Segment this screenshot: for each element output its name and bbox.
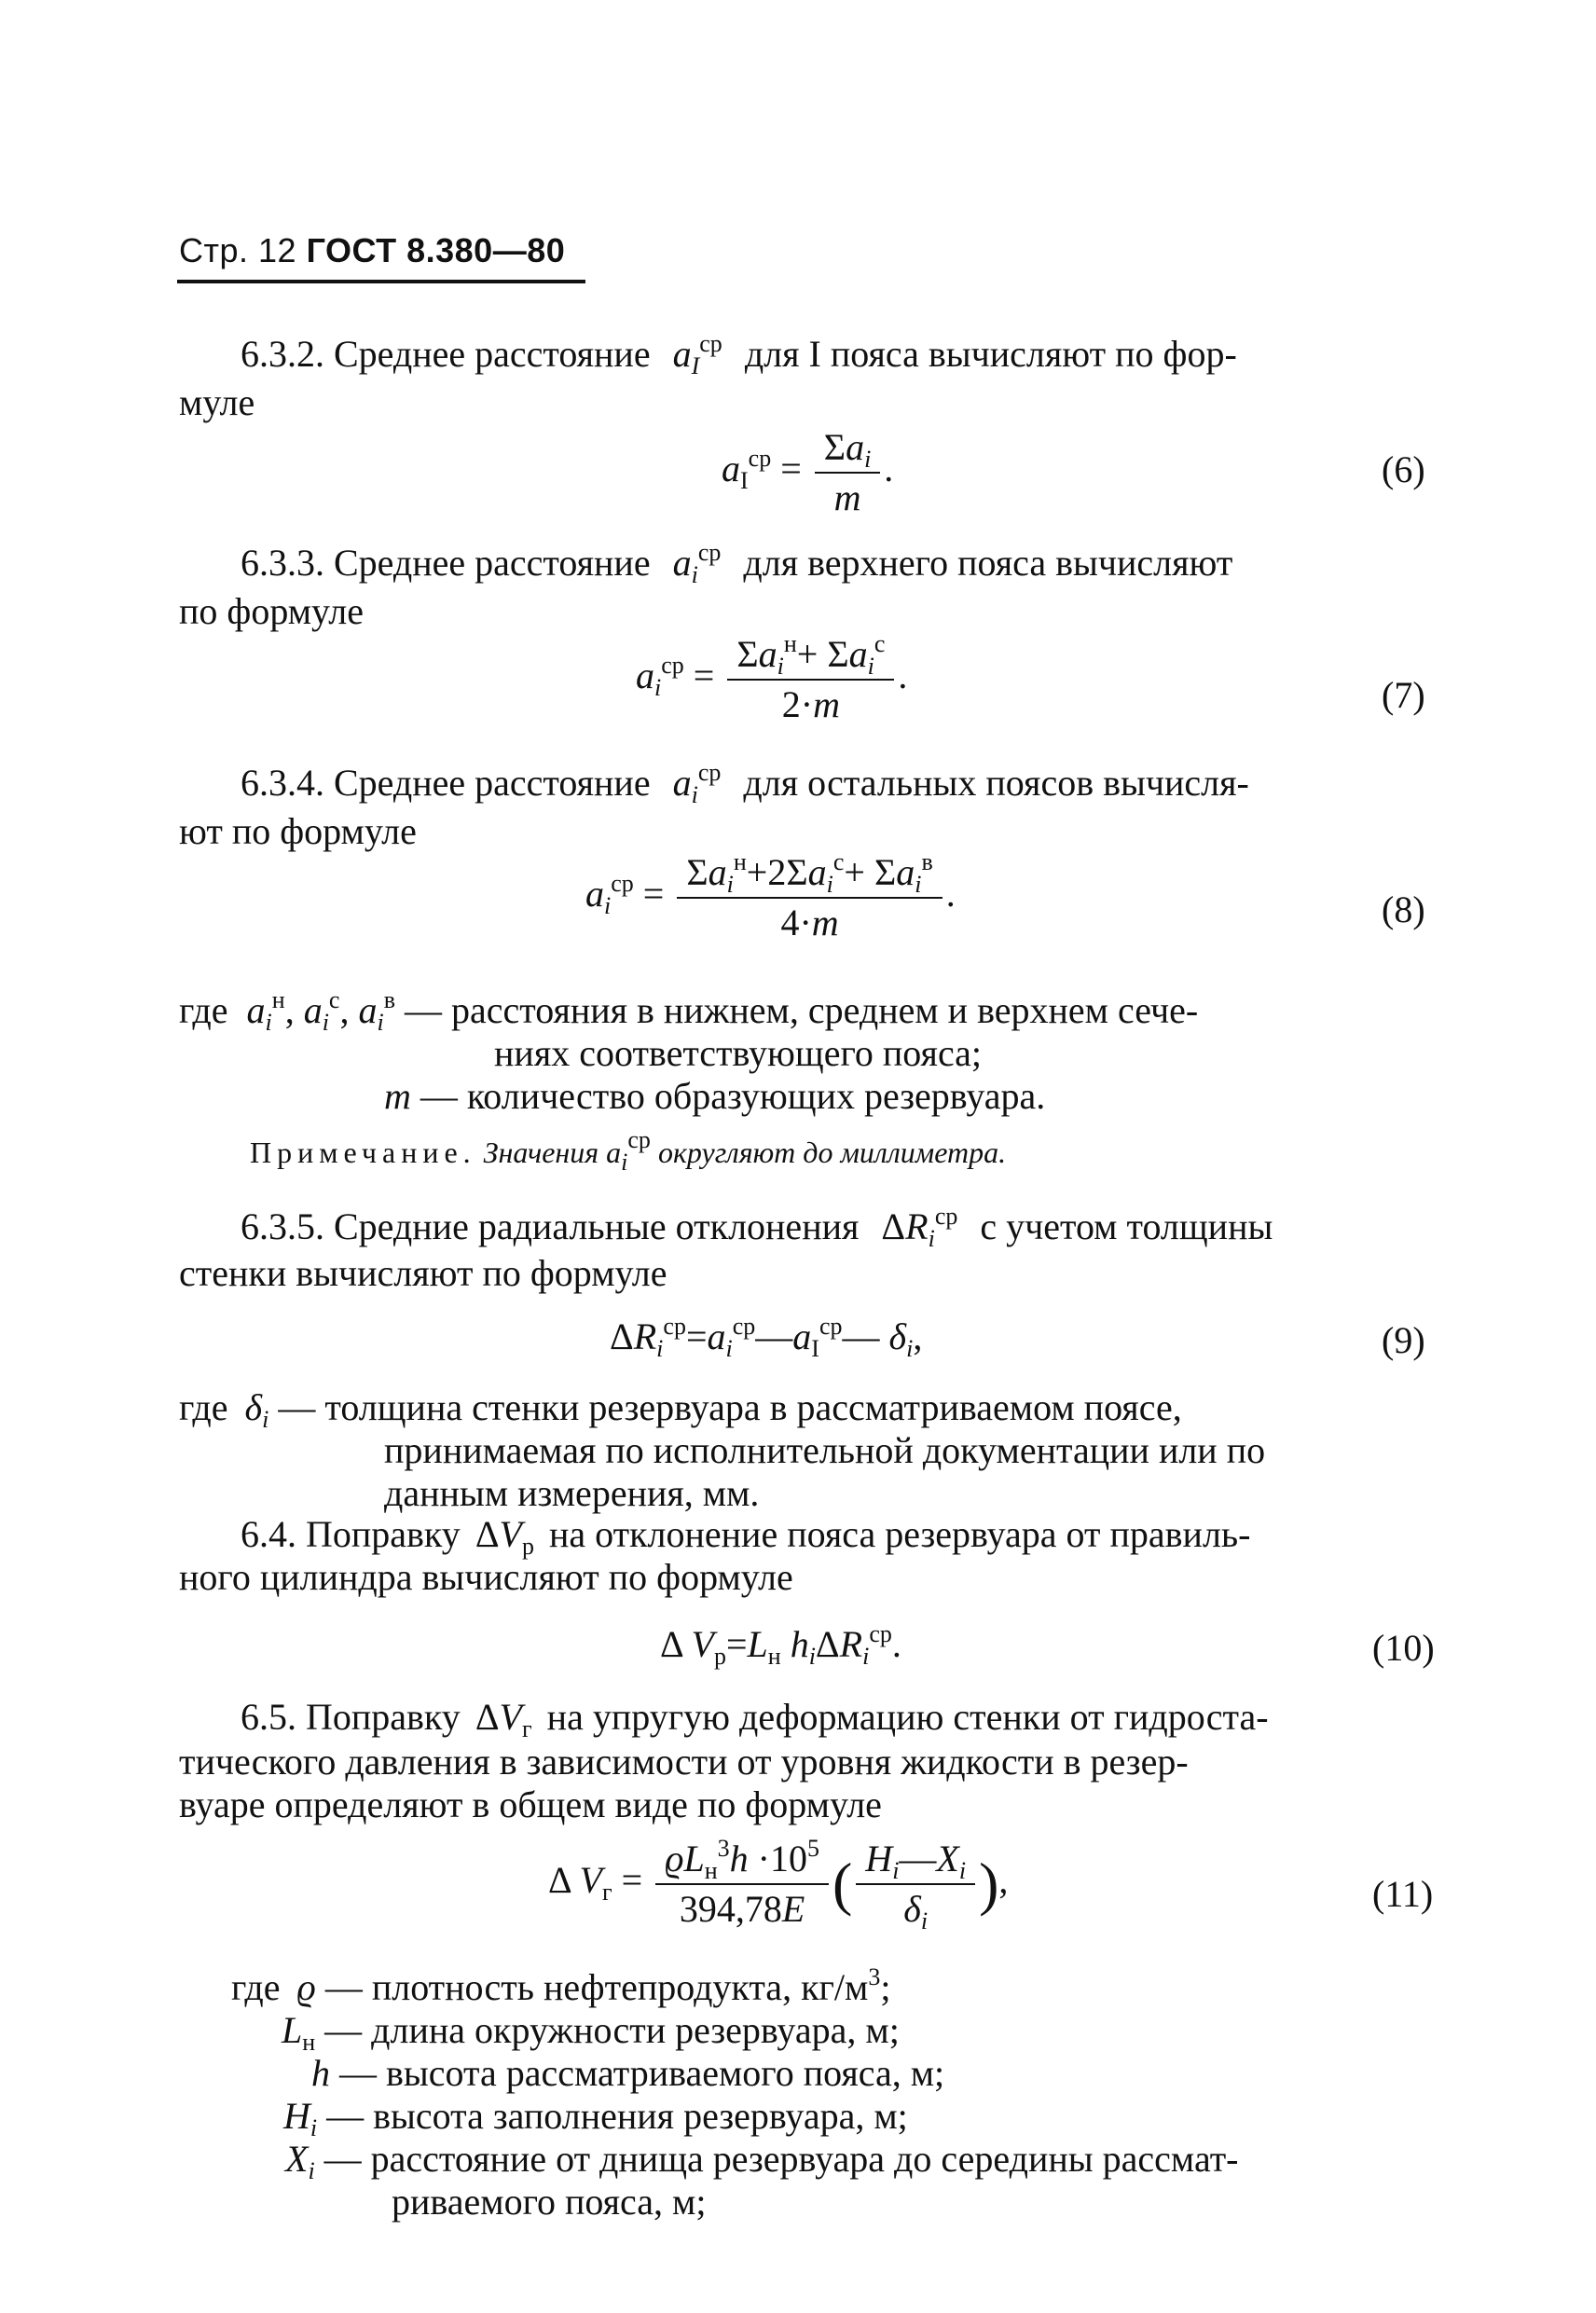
equation-number-8: (8) xyxy=(1382,888,1425,930)
paragraph-6-5-line3: вуаре определяют в общем виде по формуле xyxy=(179,1783,882,1825)
where-block-1-line3: m — количество образующих резервуара. xyxy=(384,1075,1046,1117)
formula-6: $a_I^{ср}$ = $\frac{\Sigma a_i}{m}$ . xyxy=(722,426,894,518)
where-block-3-line-ln: $L_н$ — длина окружности резервуара, м; xyxy=(282,2009,900,2056)
paragraph-6-3-2-line2: муле xyxy=(179,381,255,423)
page-number: Стр. 12 xyxy=(179,231,297,269)
paragraph-6-3-4-line1: 6.3.4. Среднее расстояние $a_i^{ср}$ для остальных поясов вычисля- xyxy=(241,759,1249,808)
equation-number-6: (6) xyxy=(1382,448,1425,490)
where-block-3-line-xi2: риваемого пояса, м; xyxy=(392,2181,707,2223)
note: Примечание. Значения $a_i^{ср}$ округляют до миллиметра. xyxy=(250,1126,1007,1176)
header-rule xyxy=(177,280,585,283)
where-block-2-line1: где $\delta_i$ — толщина стенки резервуара в рассматриваемом поясе, xyxy=(179,1386,1182,1433)
paragraph-6-5-line2: тического давления в зависимости от уровня жидкости в резер- xyxy=(179,1741,1189,1783)
paragraph-6-3-4-line2: ют по формуле xyxy=(179,810,417,852)
paragraph-6-3-5-line1: 6.3.5. Средние радиальные отклонения $\Delta R_i^{ср}$ с учетом толщины xyxy=(241,1203,1273,1252)
standard-designation: ГОСТ 8.380—80 xyxy=(306,231,566,269)
paragraph-6-4-line1: 6.4. Поправку $\Delta V_р$ на отклонение пояса резервуара от правиль- xyxy=(241,1513,1251,1560)
where-block-1-line2: ниях соответствующего пояса; xyxy=(494,1032,983,1074)
formula-10: Δ $V_р=L_н$ $h_i\Delta R_i^{ср}$. xyxy=(660,1620,901,1670)
where-block-3-line-xi1: $X_i$ — расстояние от днища резервуара до середины рассмат- xyxy=(285,2138,1239,2184)
paragraph-6-4-line2: ного цилиндра вычисляют по формуле xyxy=(179,1556,793,1598)
formula-7: $a_i^{ср}$ = $\frac{\Sigma a_i^н+ \Sigma a_i^с}{2\cdot m}$ . xyxy=(636,630,908,725)
where-block-2-line2: принимаемая по исполнительной документации или по xyxy=(384,1429,1266,1471)
formula-11: Δ $V_г$ = $\frac{ϱL_н^3h \cdot 10^5}{394,78E}$ ( $\frac{H_i—X_i}{\delta_i}$ ), xyxy=(548,1835,1009,1934)
paragraph-6-5-line1: 6.5. Поправку $\Delta V_г$ на упругую деформацию стенки от гидроста- xyxy=(241,1696,1269,1742)
page-header xyxy=(179,231,582,270)
where-block-1-line1: где $a_i^н$, $a_i^с$, $a_i^в$ — расстояния в нижнем, среднем и верхнем сече- xyxy=(179,986,1199,1036)
paragraph-6-3-3-line2: по формуле xyxy=(179,590,364,632)
equation-number-7: (7) xyxy=(1382,674,1425,716)
equation-number-10: (10) xyxy=(1372,1627,1435,1669)
formula-8: $a_i^{ср}$ = $\frac{\Sigma a_i^н+2\Sigma a_i^с+ \Sigma a_i^в}{4\cdot m}$ . xyxy=(585,848,956,943)
equation-number-11: (11) xyxy=(1372,1873,1434,1915)
where-block-3-line-h: h — высота рассматриваемого пояса, м; xyxy=(311,2052,945,2094)
paragraph-6-3-5-line2: стенки вычисляют по формуле xyxy=(179,1252,667,1294)
where-block-3-line-rho: где ϱ — плотность нефтепродукта, $кг/м^3$; xyxy=(231,1963,891,2008)
paragraph-6-3-3-line1: 6.3.3. Среднее расстояние $a_i^{ср}$ для верхнего пояса вычисляют xyxy=(241,539,1233,588)
where-block-2-line3: данным измерения, мм. xyxy=(384,1472,760,1514)
paragraph-6-3-2-line1: 6.3.2. Среднее расстояние $a_I^{ср}$ для I пояса вычисляют по фор- xyxy=(241,330,1237,379)
formula-9: $\Delta R_i^{ср}=a_i^{ср}—a_I^{ср}—$ $\delta_i$, xyxy=(610,1313,923,1362)
where-block-3-line-hi: $H_i$ — высота заполнения резервуара, м; xyxy=(283,2095,908,2141)
equation-number-9: (9) xyxy=(1382,1319,1425,1361)
